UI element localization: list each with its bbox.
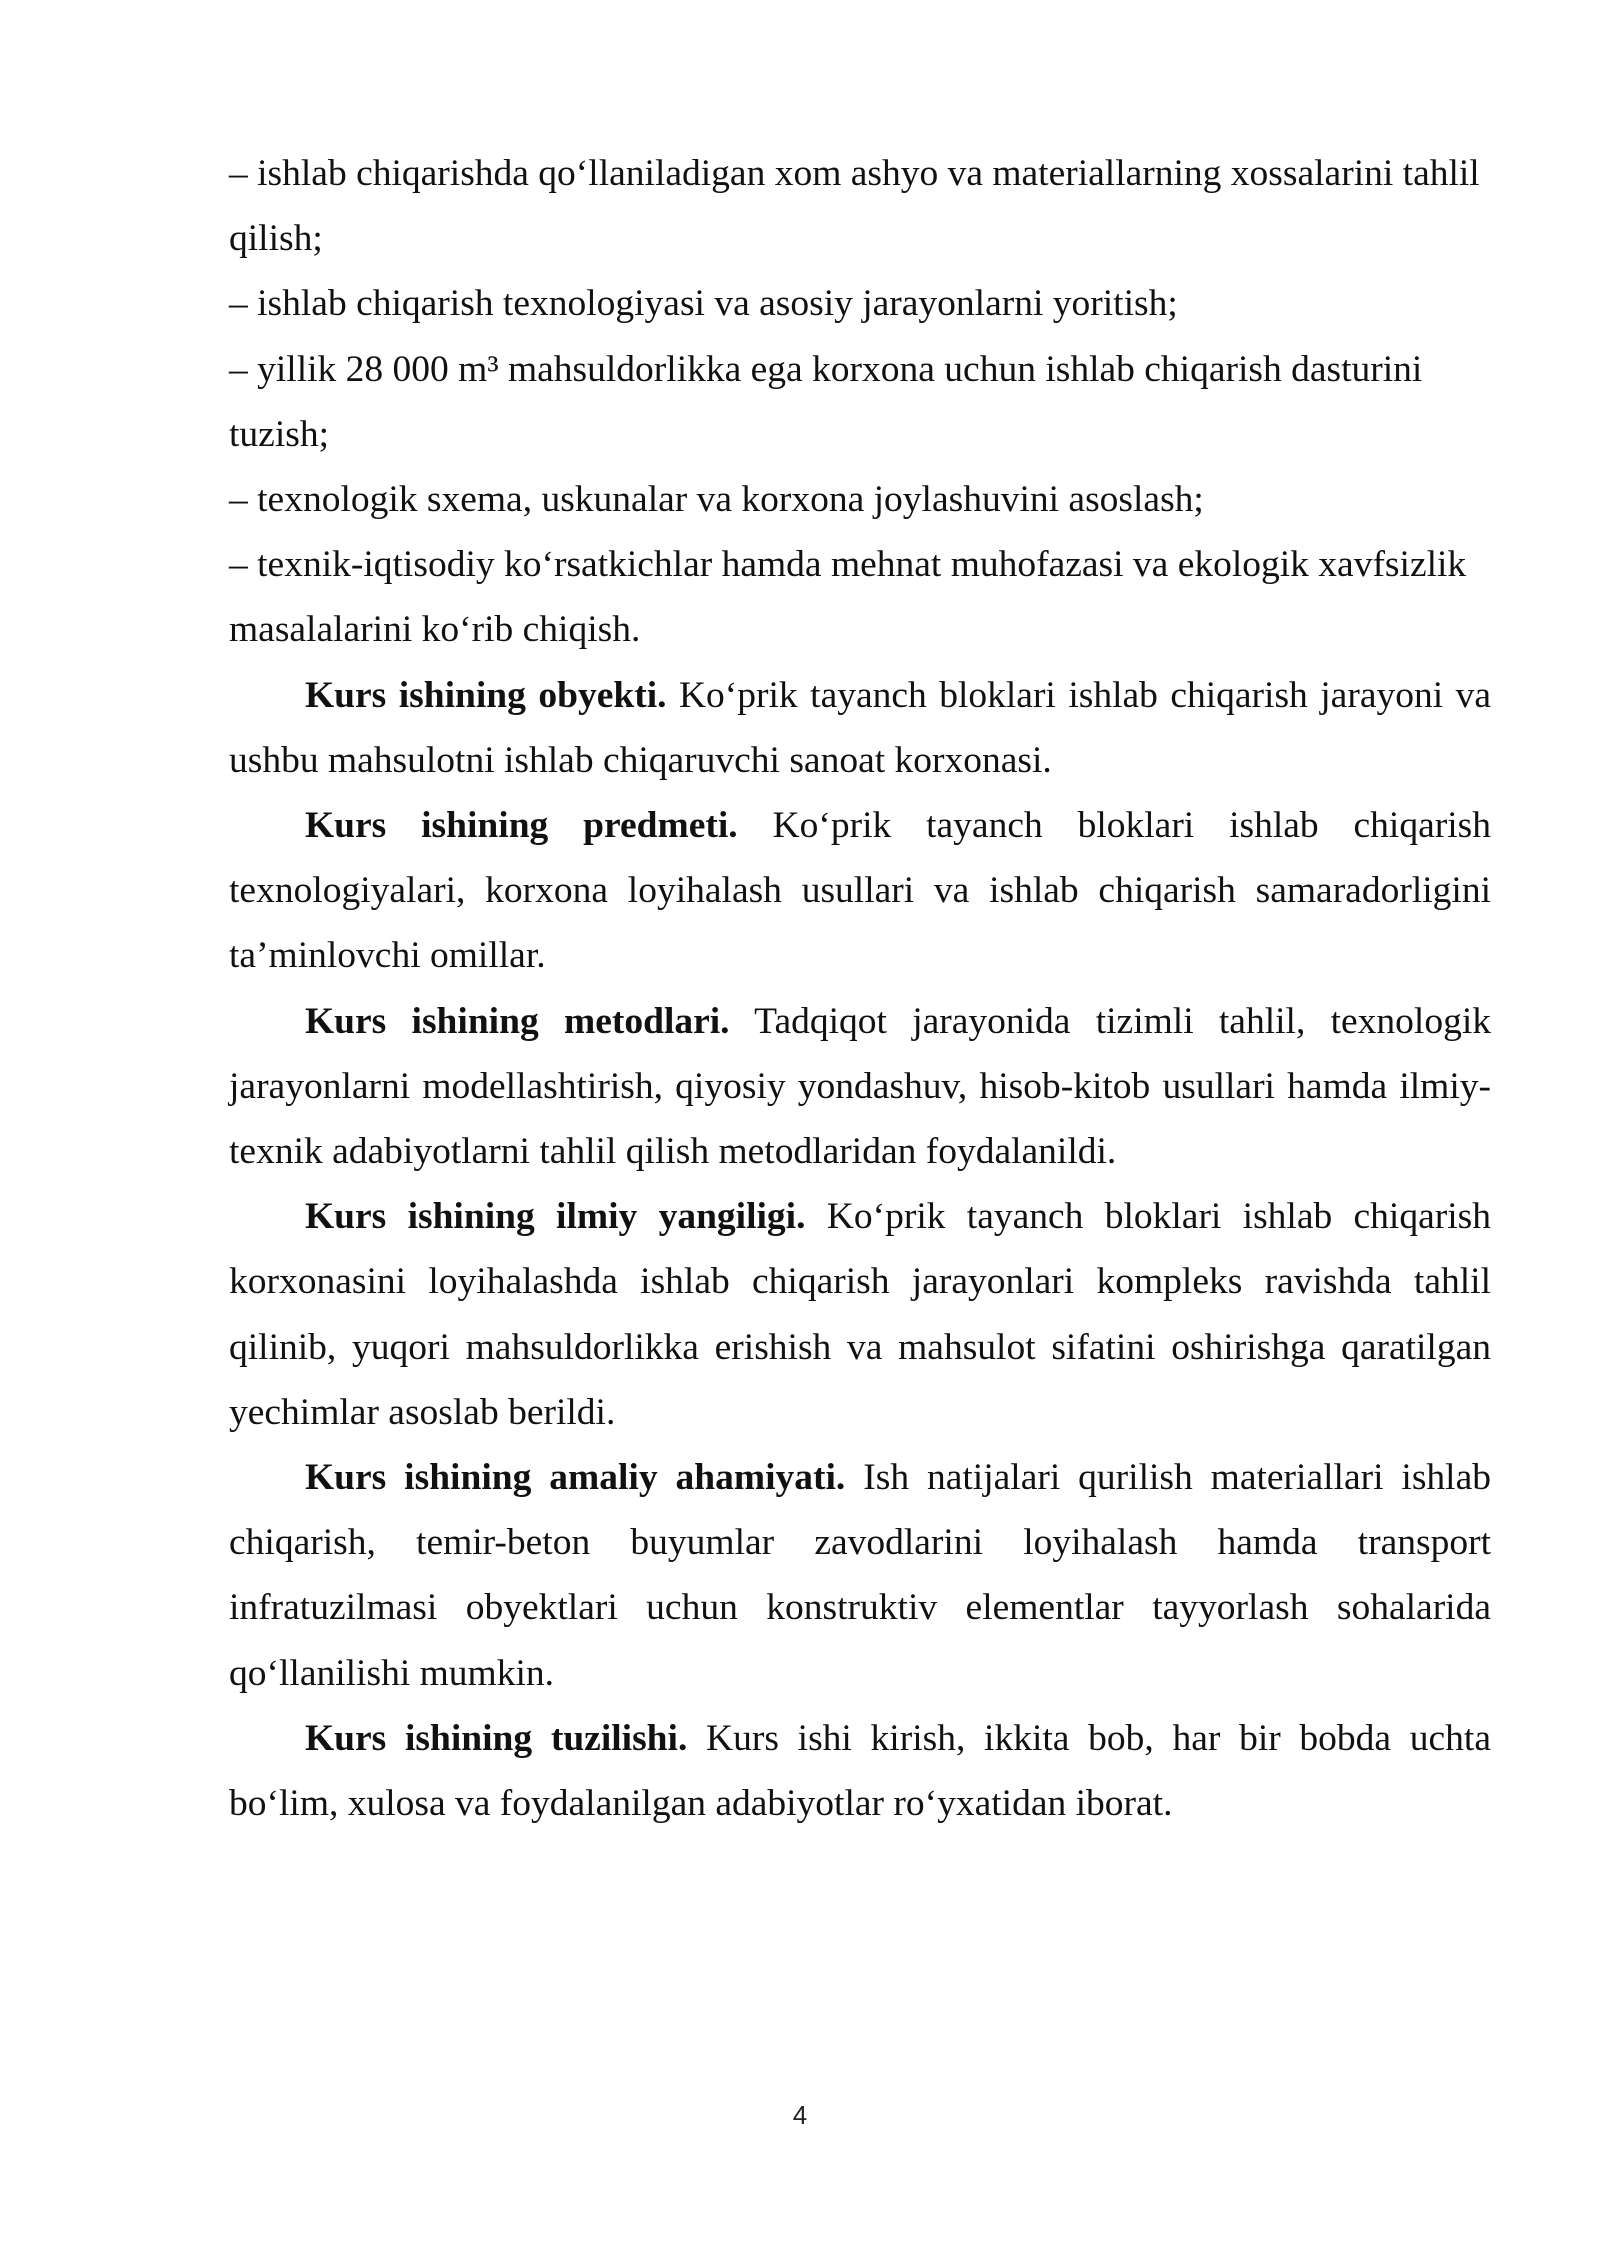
section-practical-significance-text: Ish natijalari qurilish materiallari ishlab chiqarish, temir-beton buyumlar zavodlarini loyihalash hamda transport infratuzilmasi obyektlari uchun konstruktiv elementlar tayyorlash sohalarida qo‘llanilishi mumkin.	[229, 1457, 1491, 1694]
section-novelty-label: Kurs ishining ilmiy yangiligi.	[305, 1196, 806, 1238]
list-item-technological-scheme: – texnologik sxema, uskunalar va korxona joylashuvini asoslash;	[229, 479, 1204, 521]
section-subject-label: Kurs ishining predmeti.	[305, 805, 738, 847]
section-methods	[229, 989, 1491, 1185]
section-subject-text: Ko‘prik tayanch bloklari ishlab chiqarish texnologiyalari, korxona loyihalash usullari va ishlab chiqarish samaradorligini ta’minlovchi omillar.	[229, 805, 1491, 977]
section-object-label: Kurs ishining obyekti.	[305, 674, 667, 716]
section-object-text: Ko‘prik tayanch bloklari ishlab chiqarish jarayoni va ushbu mahsulotni ishlab chiqaruvchi sanoat korxonasi.	[229, 674, 1491, 781]
section-practical-significance-label: Kurs ishining amaliy ahamiyati.	[305, 1457, 846, 1499]
section-practical-significance	[229, 1445, 1491, 1706]
section-methods-label: Kurs ishining metodlari.	[305, 1000, 730, 1042]
list-item-raw-materials: – ishlab chiqarishda qo‘llaniladigan xom ashyo va materiallarning xossalarini tahlil qilish;	[229, 153, 1480, 260]
page-number: 4	[792, 2100, 808, 2130]
section-structure-text: Kurs ishi kirish, ikkita bob, har bir bobda uchta bo‘lim, xulosa va foydalanilgan adabiyotlar ro‘yxatidan iborat.	[229, 1717, 1491, 1825]
section-subject	[229, 793, 1491, 989]
section-structure-label: Kurs ishining tuzilishi.	[305, 1717, 688, 1759]
list-item-economic-indicators: – texnik-iqtisodiy ko‘rsatkichlar hamda mehnat muhofazasi va ekologik xavfsizlik masalalarini ko‘rib chiqish.	[229, 544, 1467, 651]
section-novelty	[229, 1184, 1491, 1445]
list-item-technology: – ishlab chiqarish texnologiyasi va asosiy jarayonlarni yoritish;	[229, 283, 1178, 325]
page-body	[229, 141, 1491, 1836]
list-item-production-program: – yillik 28 000 m³ mahsuldorlikka ega korxona uchun ishlab chiqarish dasturini tuzish;	[229, 348, 1423, 455]
section-methods-text: Tadqiqot jarayonida tizimli tahlil, texnologik jarayonlarni modellashtirish, qiyosiy yondashuv, hisob-kitob usullari hamda ilmiy-texnik adabiyotlarni tahlil qilish metodlaridan foydalanildi.	[229, 1000, 1492, 1173]
section-object	[229, 663, 1491, 793]
section-novelty-text: Ko‘prik tayanch bloklari ishlab chiqarish korxonasini loyihalashda ishlab chiqarish jarayonlari kompleks ravishda tahlil qilinib, yuqori mahsuldorlikka erishish va mahsulot sifatini oshirishga qaratilgan yechimlar asoslab berildi.	[229, 1196, 1491, 1433]
section-structure	[229, 1706, 1491, 1836]
